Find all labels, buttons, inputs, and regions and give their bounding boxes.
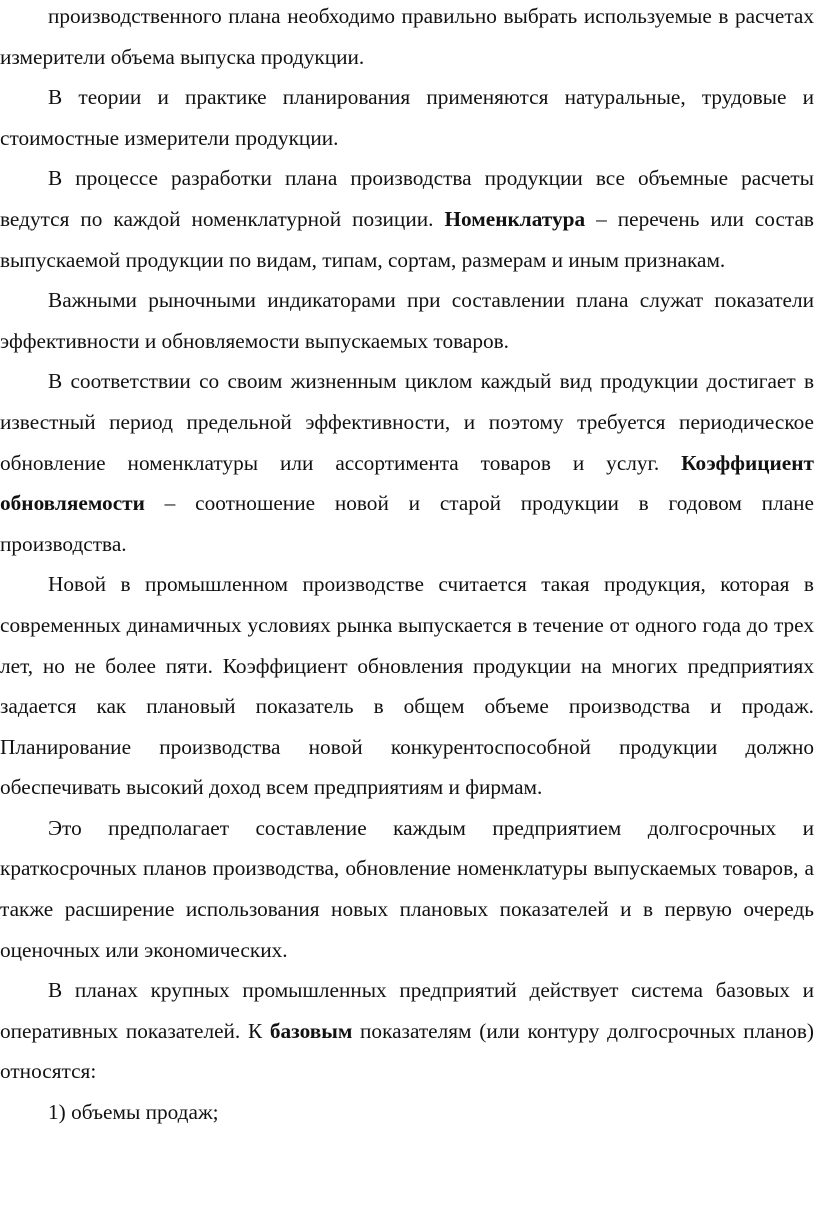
list-item-sales-volume — [0, 1092, 814, 1133]
paragraph-market-indicators — [0, 280, 814, 361]
paragraph-text: – соотношение новой и старой продукции в годовом плане производства. — [0, 491, 814, 556]
paragraph-text: В планах крупных промышленных предприятий действует система базовых и оперативных показателей. К — [0, 978, 814, 1043]
term-base-indicators: базовым — [269, 1018, 353, 1043]
paragraph-renewal-coefficient — [0, 361, 814, 564]
paragraph-text: производственного плана необходимо правильно выбрать используемые в расчетах измерители объема выпуска продукции. — [0, 4, 814, 69]
paragraph-text: Это предполагает составление каждым предприятием долгосрочных и краткосрочных планов производства, обновление номенклатуры выпускаемых товаров, а также расширение использования новых плановых показателей и в первую очередь оценочных или экономических. — [0, 815, 814, 962]
list-item-text: 1) объемы продаж; — [48, 1100, 219, 1125]
paragraph-nomenclature-definition — [0, 158, 814, 280]
paragraph-text: – перечень или состав выпускаемой продукции по видам, типам, сортам, размерам и иным признакам. — [0, 206, 814, 272]
paragraph-production-plan-measures — [0, 0, 814, 77]
paragraph-text: В процессе разработки плана производства продукции все объемные расчеты ведутся по каждой номенклатурной позиции. — [0, 166, 814, 231]
paragraph-measure-types — [0, 77, 814, 158]
paragraph-text: Новой в промышленном производстве считается такая продукция, которая в современных динамичных условиях рынка выпускается в течение от одного года до трех лет, но не более пяти. Коэффициент обновления продукции на многих предприятиях задается как плановый показатель в общем объеме производства и продаж. Планирование производства новой конкурентоспособной продукции должно обеспечивать высокий доход всем предприятиям и фирмам. — [0, 572, 814, 800]
paragraph-long-short-term-plans — [0, 808, 814, 970]
paragraph-text: В теории и практике планирования применяются натуральные, трудовые и стоимостные измерители продукции. — [0, 85, 814, 150]
paragraph-text: Важными рыночными индикаторами при составлении плана служат показатели эффективности и обновляемости выпускаемых товаров. — [0, 288, 814, 353]
paragraph-base-indicators — [0, 970, 814, 1092]
term-renewal-coefficient: Коэффициент обновляемости — [0, 450, 814, 516]
term-nomenclature: Номенклатура — [444, 206, 586, 231]
paragraph-text: показателям (или контуру долгосрочных планов) относятся: — [0, 1018, 814, 1084]
paragraph-text: В соответствии со своим жизненным циклом каждый вид продукции достигает в известный период предельной эффективности, и поэтому требуется периодическое обновление номенклатуры или ассортимента товаров и услуг. — [0, 369, 814, 475]
paragraph-new-products — [0, 564, 814, 808]
